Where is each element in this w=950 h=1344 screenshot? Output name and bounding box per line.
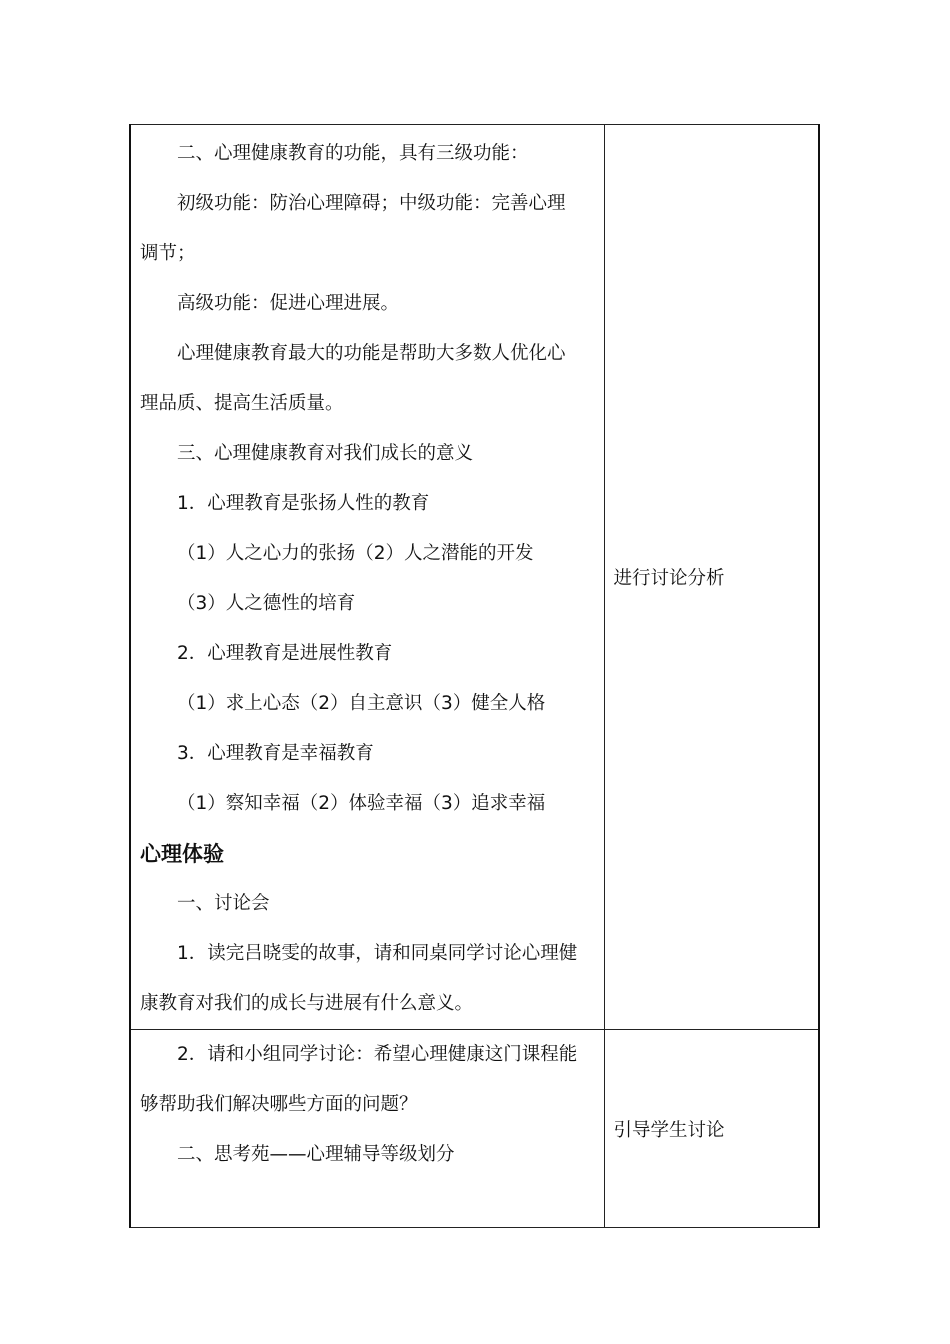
teacher-note: 进行讨论分析 <box>613 568 725 589</box>
paragraph: 高级功能：促进心理进展。 <box>177 293 400 314</box>
table-row <box>130 1030 819 1228</box>
paragraph: （1）求上心态（2）自主意识（3）健全人格 <box>177 693 546 714</box>
paragraph: 二、心理健康教育的功能，具有三级功能： <box>177 143 529 164</box>
paragraph: 2．请和小组同学讨论：希望心理健康这门课程能 <box>177 1044 578 1065</box>
paragraph: 3．心理教育是幸福教育 <box>177 743 374 764</box>
lesson-table <box>129 124 820 1228</box>
paragraph: 理品质、提高生活质量。 <box>140 393 344 414</box>
paragraph: 初级功能：防治心理障碍；中级功能：完善心理 <box>177 193 566 214</box>
content-cell <box>130 1030 604 1228</box>
paragraph: 一、讨论会 <box>177 893 270 914</box>
paragraph: 1．心理教育是张扬人性的教育 <box>177 493 430 514</box>
paragraph: （1）察知幸福（2）体验幸福（3）追求幸福 <box>177 793 546 814</box>
paragraph: 1．读完吕晓雯的故事，请和同桌同学讨论心理健 <box>177 943 578 964</box>
paragraph: 康教育对我们的成长与进展有什么意义。 <box>140 993 474 1014</box>
content-cell <box>130 125 604 1030</box>
table-row <box>130 125 819 1030</box>
paragraph: 二、思考苑——心理辅导等级划分 <box>177 1144 455 1165</box>
note-cell <box>604 125 819 1030</box>
paragraph: （3）人之德性的培育 <box>177 593 356 614</box>
teacher-note: 引导学生讨论 <box>613 1119 725 1141</box>
paragraph: 调节； <box>140 243 196 264</box>
note-cell <box>604 1030 819 1228</box>
paragraph: （1）人之心力的张扬（2）人之潜能的开发 <box>177 543 534 564</box>
paragraph: 三、心理健康教育对我们成长的意义 <box>177 443 474 464</box>
section-heading: 心理体验 <box>140 842 224 866</box>
paragraph: 心理健康教育最大的功能是帮助大多数人优化心 <box>177 343 566 364</box>
paragraph: 2．心理教育是进展性教育 <box>177 643 393 664</box>
paragraph: 够帮助我们解决哪些方面的问题？ <box>140 1094 418 1115</box>
